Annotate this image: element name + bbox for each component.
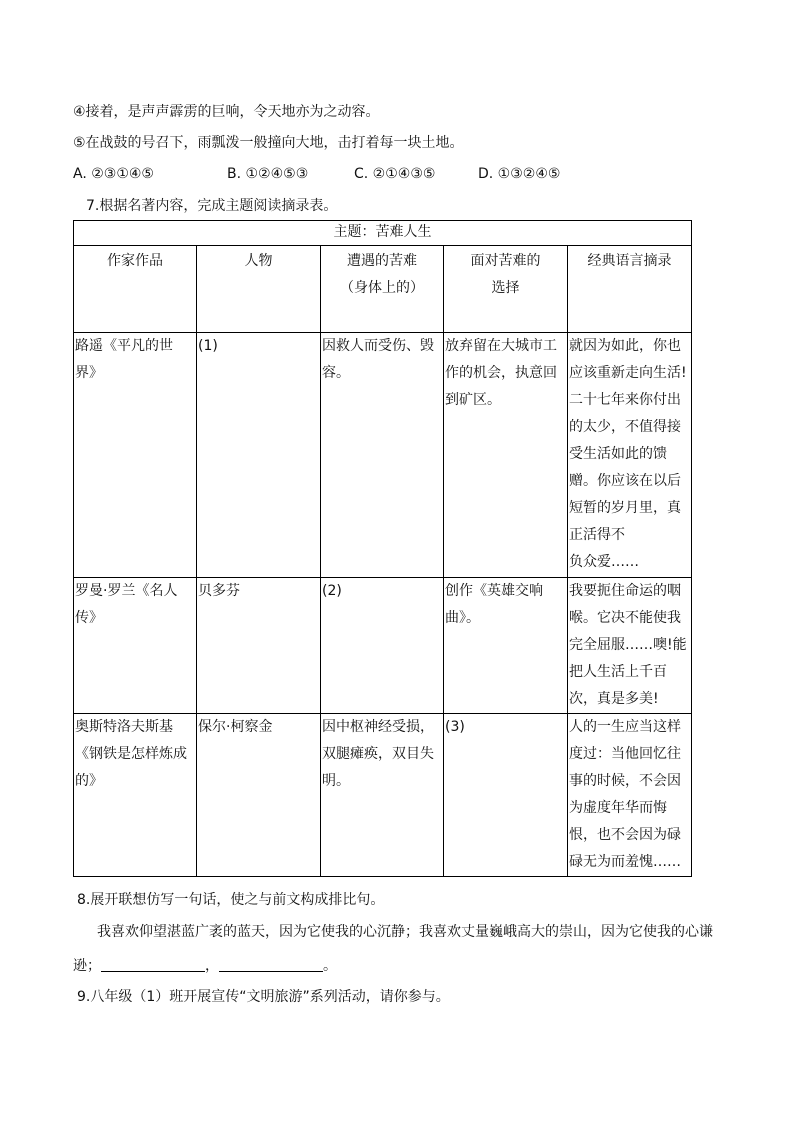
comma-separator: ， [205, 958, 219, 974]
sentence-item-4: ④接着，是声声霹雳的巨响，令天地亦为之动容。 [73, 104, 380, 120]
header-choice: 面对苦难的 选择 [444, 246, 568, 333]
cell-character: 贝多芬 [197, 578, 321, 714]
answer-blank-a[interactable] [101, 955, 205, 972]
header-quote: 经典语言摘录 [568, 246, 692, 333]
answer-blank-2[interactable]: (2) [321, 578, 444, 714]
table-row [74, 578, 692, 714]
header-suffering: 遭遇的苦难 （身体上的） [321, 246, 444, 333]
cell-work: 路遥《平凡的世 界》 [74, 333, 197, 578]
option-b[interactable]: B. ①②④⑤③ [227, 166, 309, 182]
cell-character: 保尔·柯察金 [197, 714, 321, 877]
answer-blank-b[interactable] [219, 955, 323, 972]
cell-work: 罗曼·罗兰《名人 传》 [74, 578, 197, 714]
sentence-continuation: 逊； [73, 958, 101, 974]
table-title: 主题：苦难人生 [74, 221, 692, 246]
option-a[interactable]: A. ②③①④⑤ [73, 166, 154, 182]
question-9-prompt: 9.八年级（1）班开展宣传“文明旅游”系列活动，请你参与。 [77, 989, 450, 1005]
table-header-row [74, 246, 692, 333]
question-8-answer-line [73, 955, 337, 976]
reading-table [73, 220, 692, 877]
cell-quote: 人的一生应当这样 度过：当他回忆往 事的时候，不会因 为虚度年华而悔 恨，也不会因为碌 碌无为而羞愧…… [568, 714, 692, 877]
cell-suffering: 因中枢神经受损， 双腿瘫痪，双目失 明。 [321, 714, 444, 877]
cell-quote: 就因为如此，你也 应该重新走向生活! 二十七年来你付出 的太少，不值得接 受生活如此的馈 赠。你应该在以后 短暂的岁月里，真 正活得不 负众爱…… [568, 333, 692, 578]
option-d[interactable]: D. ①③②④⑤ [478, 166, 561, 182]
cell-choice: 放弃留在大城市工 作的机会，执意回 到矿区。 [444, 333, 568, 578]
question-8-prompt: 8.展开联想仿写一句话，使之与前文构成排比句。 [77, 892, 385, 908]
cell-work: 奥斯特洛夫斯基 《钢铁是怎样炼成 的》 [74, 714, 197, 877]
cell-quote: 我要扼住命运的咽 喉。它决不能使我 完全屈服……噢!能 把人生活上千百 次，真是多美! [568, 578, 692, 714]
sentence-end: 。 [323, 958, 337, 974]
table-row [74, 333, 692, 578]
answer-blank-1[interactable]: (1) [197, 333, 321, 578]
cell-suffering: 因救人而受伤、毁 容。 [321, 333, 444, 578]
question-7-prompt: 7.根据名著内容，完成主题阅读摘录表。 [86, 198, 338, 214]
table-row [74, 714, 692, 877]
header-character: 人物 [197, 246, 321, 333]
cell-choice: 创作《英雄交响 曲》。 [444, 578, 568, 714]
answer-blank-3[interactable]: (3) [444, 714, 568, 877]
question-8-sentence: 我喜欢仰望湛蓝广袤的蓝天，因为它使我的心沉静；我喜欢丈量巍峨高大的崇山，因为它使我的心谦 [97, 924, 713, 940]
sentence-item-5: ⑤在战鼓的号召下，雨瓢泼一般撞向大地，击打着每一块土地。 [73, 135, 464, 151]
option-c[interactable]: C. ②①④③⑤ [354, 166, 436, 182]
header-work: 作家作品 [74, 246, 197, 333]
